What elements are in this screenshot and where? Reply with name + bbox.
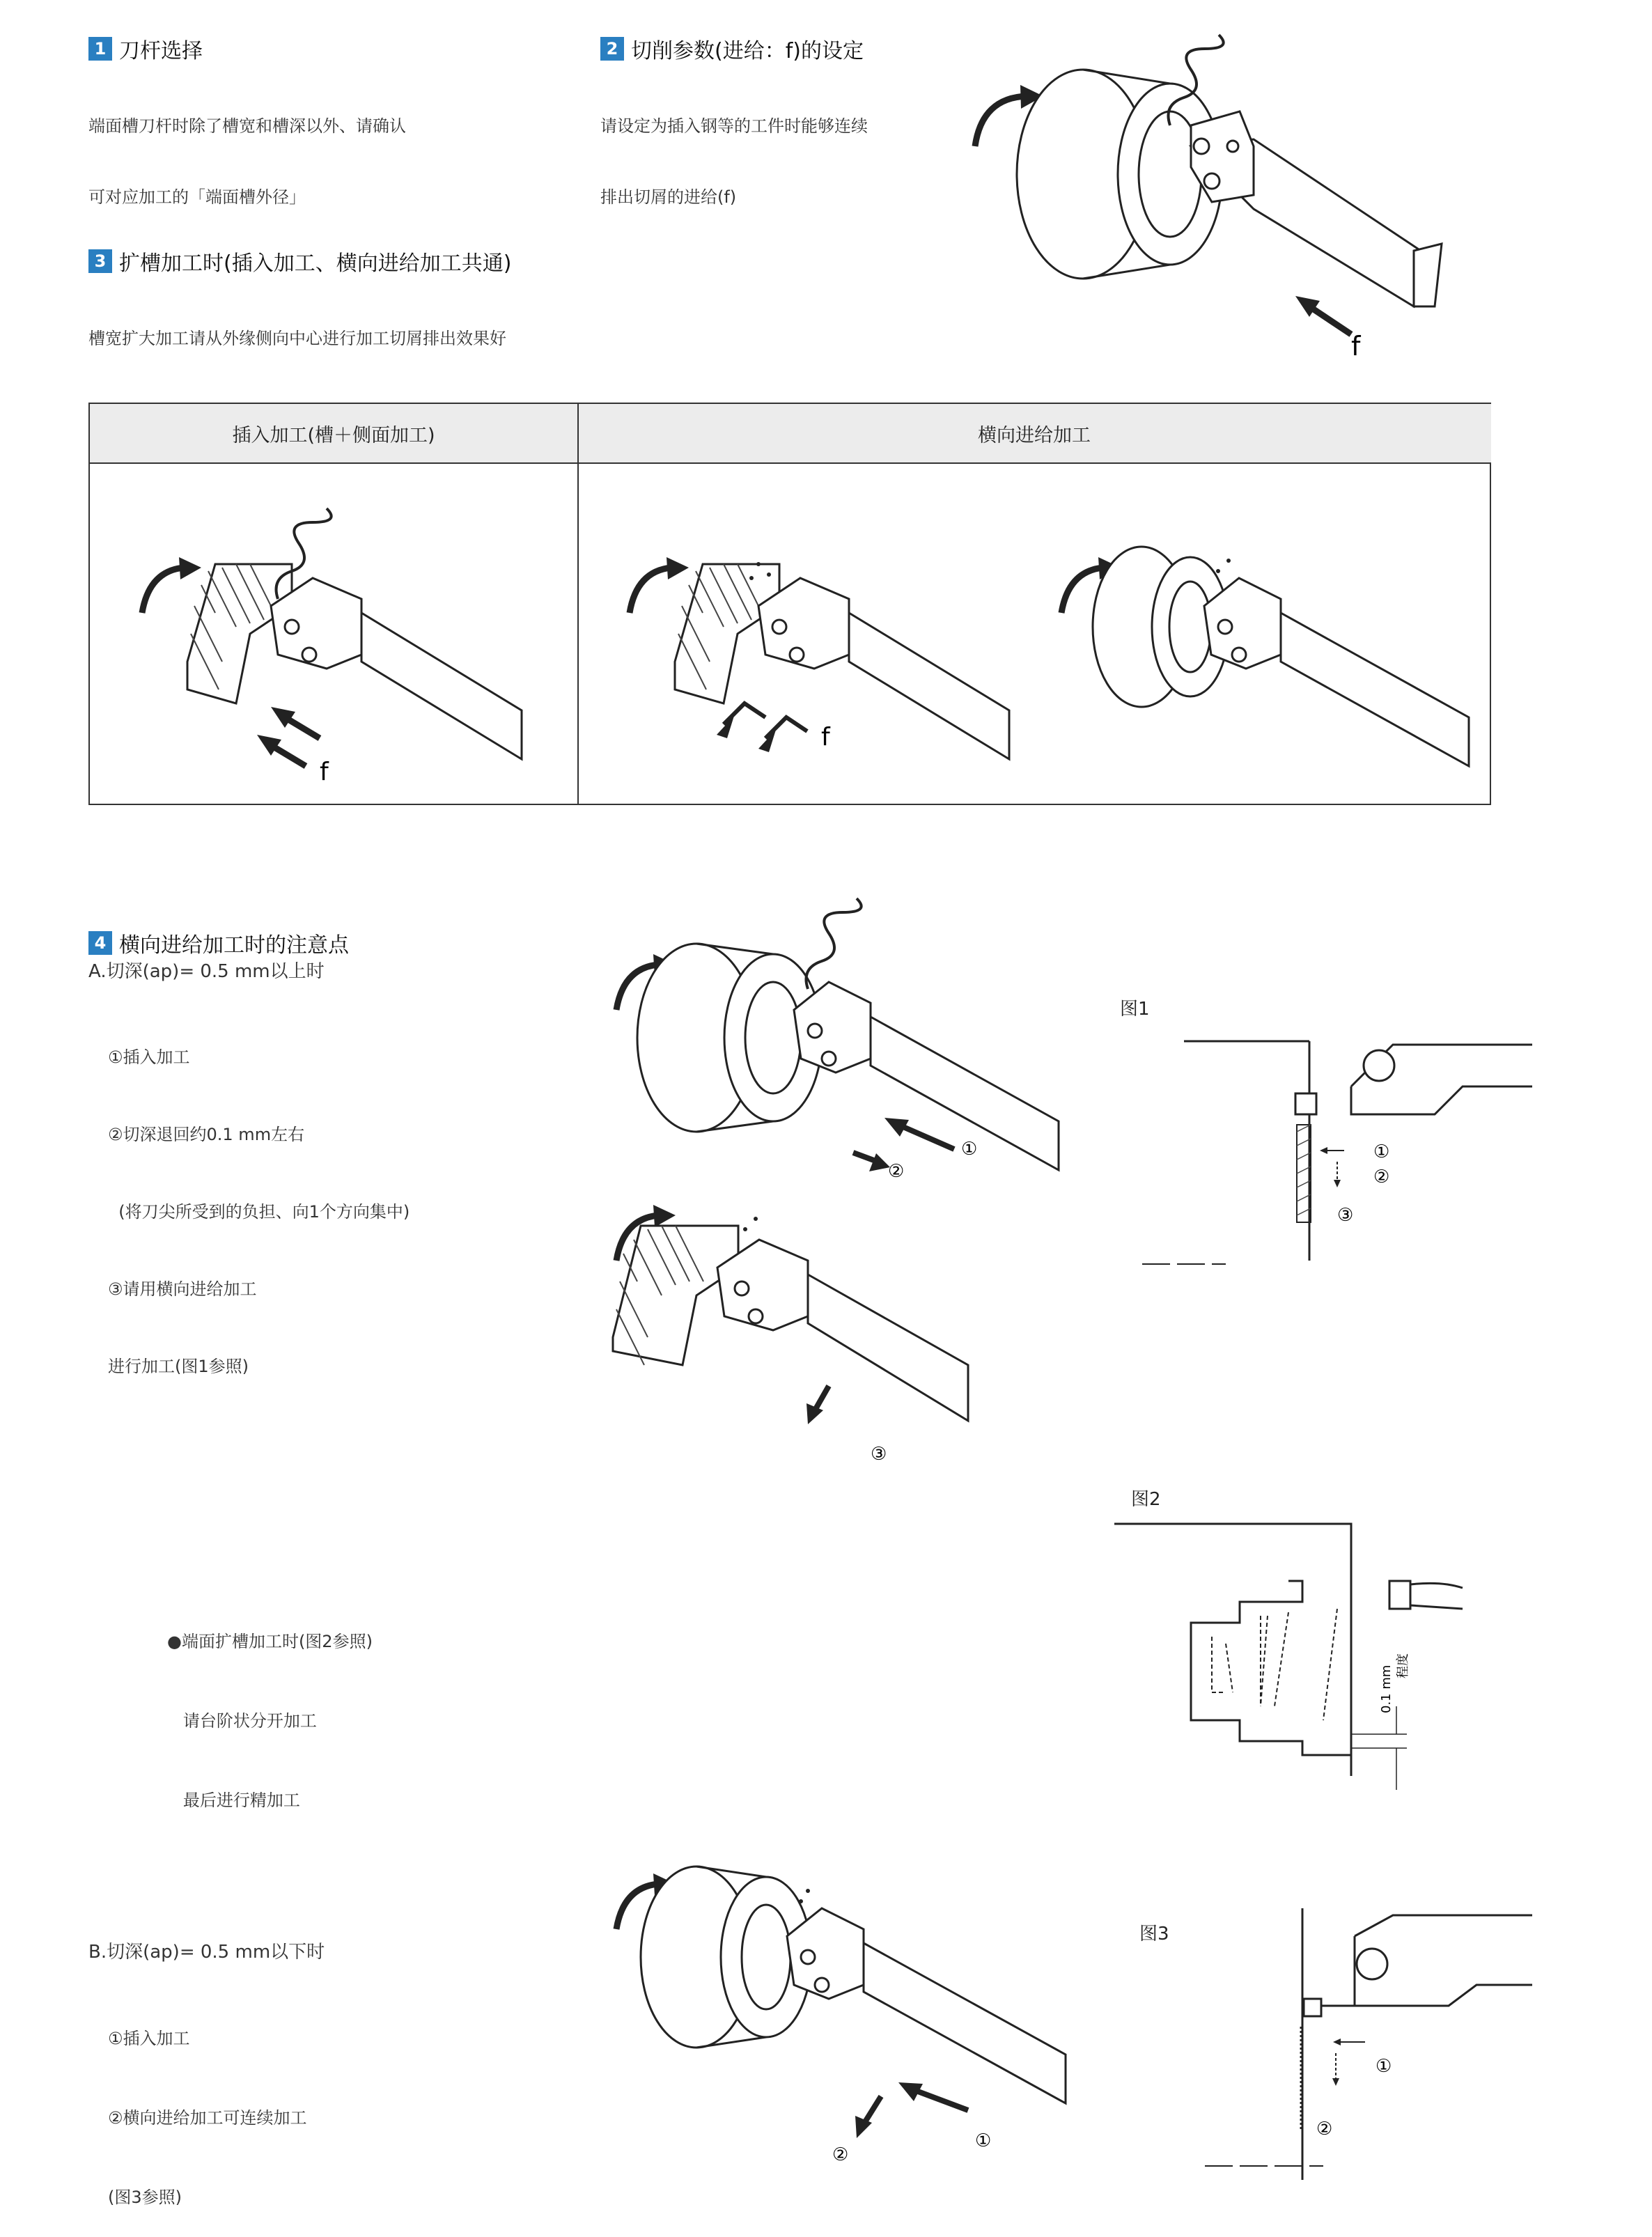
text-line: ①插入加工 — [108, 1047, 190, 1067]
step-2-label: ② — [832, 2144, 849, 2165]
figure-1-label: 图1 — [1120, 999, 1150, 1020]
condition-b-title: B.切深(ap)= 0.5 mm以下时 — [88, 1942, 325, 1963]
stepped-machining-note — [167, 1575, 373, 1840]
traverse-illustration-grooved — [619, 494, 1051, 787]
condition-a-illustration-2 — [606, 1198, 1107, 1490]
section-title: 切削参数(进给：f)的设定 — [631, 39, 864, 63]
section-1-heading — [88, 33, 203, 64]
text-line: 进行加工(图1参照) — [108, 1357, 249, 1376]
text-line: 请台阶状分开加工 — [167, 1711, 317, 1731]
table-header-plunge: 插入加工(槽＋侧面加工) — [90, 404, 577, 464]
condition-b-steps — [108, 1972, 307, 2237]
text-line: 端面槽刀杆时除了槽宽和槽深以外、请确认 — [88, 116, 406, 136]
dimension-note: 程度 — [1396, 1653, 1410, 1678]
section-title: 横向进给加工时的注意点 — [119, 933, 349, 958]
step-1-label: ① — [975, 2130, 992, 2151]
figure-2-diagram — [1114, 1511, 1476, 1804]
dimension-value: 0.1 mm — [1379, 1665, 1394, 1713]
text-line: 最后进行精加工 — [167, 1791, 300, 1810]
step-1-label: ① — [1373, 1141, 1390, 1162]
feed-label: f — [320, 758, 329, 786]
table-divider — [577, 404, 579, 804]
traverse-illustration-wheel — [1051, 494, 1483, 787]
text-line: ②切深退回约0.1 mm左右 — [108, 1125, 305, 1144]
section-2-heading — [600, 33, 864, 64]
feed-label: f — [1351, 331, 1361, 361]
table-header-traverse: 横向进给加工 — [577, 404, 1491, 464]
text-line: 槽宽扩大加工请从外缘侧向中心进行加工切屑排出效果好 — [88, 329, 506, 348]
section-2-text — [600, 67, 868, 233]
feed-illustration — [961, 42, 1463, 369]
text-line: (将刀尖所受到的负担、向1个方向集中) — [108, 1202, 410, 1222]
plunge-illustration — [132, 494, 563, 787]
section-title: 刀杆选择 — [119, 39, 203, 63]
text-line: (图3参照) — [108, 2188, 182, 2207]
step-3-label: ③ — [871, 1444, 887, 1465]
text-line: 可对应加工的「端面槽外径」 — [88, 187, 306, 207]
step-2-label: ② — [888, 1161, 905, 1182]
condition-a-steps — [108, 993, 410, 1405]
section-title: 扩槽加工时(插入加工、横向进给加工共通) — [119, 251, 512, 276]
section-number-badge: 3 — [88, 249, 112, 273]
step-3-label: ③ — [1337, 1205, 1354, 1226]
section-1-text — [88, 67, 406, 233]
figure-1-diagram — [1142, 989, 1546, 1268]
feed-label: f — [821, 723, 830, 751]
section-3-text — [88, 279, 506, 374]
step-1-label: ① — [961, 1139, 978, 1160]
text-line: ②横向进给加工可连续加工 — [108, 2108, 307, 2128]
section-number-badge: 1 — [88, 37, 112, 61]
text-line: ●端面扩槽加工时(图2参照) — [167, 1632, 373, 1651]
figure-2-label: 图2 — [1131, 1489, 1161, 1510]
step-2-label: ② — [1373, 1167, 1390, 1187]
section-3-heading — [88, 246, 511, 276]
condition-b-illustration — [606, 1860, 1107, 2166]
section-number-badge: 4 — [88, 931, 112, 955]
text-line: ①插入加工 — [108, 2029, 190, 2048]
step-1-label: ① — [1376, 2056, 1392, 2077]
text-line: 排出切屑的进给(f) — [600, 187, 737, 207]
machining-method-table — [88, 403, 1491, 805]
text-line: 请设定为插入钢等的工件时能够连续 — [600, 116, 868, 136]
step-2-label: ② — [1316, 2119, 1333, 2139]
section-4-heading — [88, 928, 349, 958]
condition-a-title: A.切深(ap)= 0.5 mm以上时 — [88, 961, 325, 982]
section-number-badge: 2 — [600, 37, 624, 61]
condition-a-illustration-1 — [606, 898, 1107, 1191]
figure-3-label: 图3 — [1139, 1924, 1169, 1944]
text-line: ③请用横向进给加工 — [108, 1279, 257, 1299]
figure-3-diagram — [1184, 1901, 1546, 2180]
